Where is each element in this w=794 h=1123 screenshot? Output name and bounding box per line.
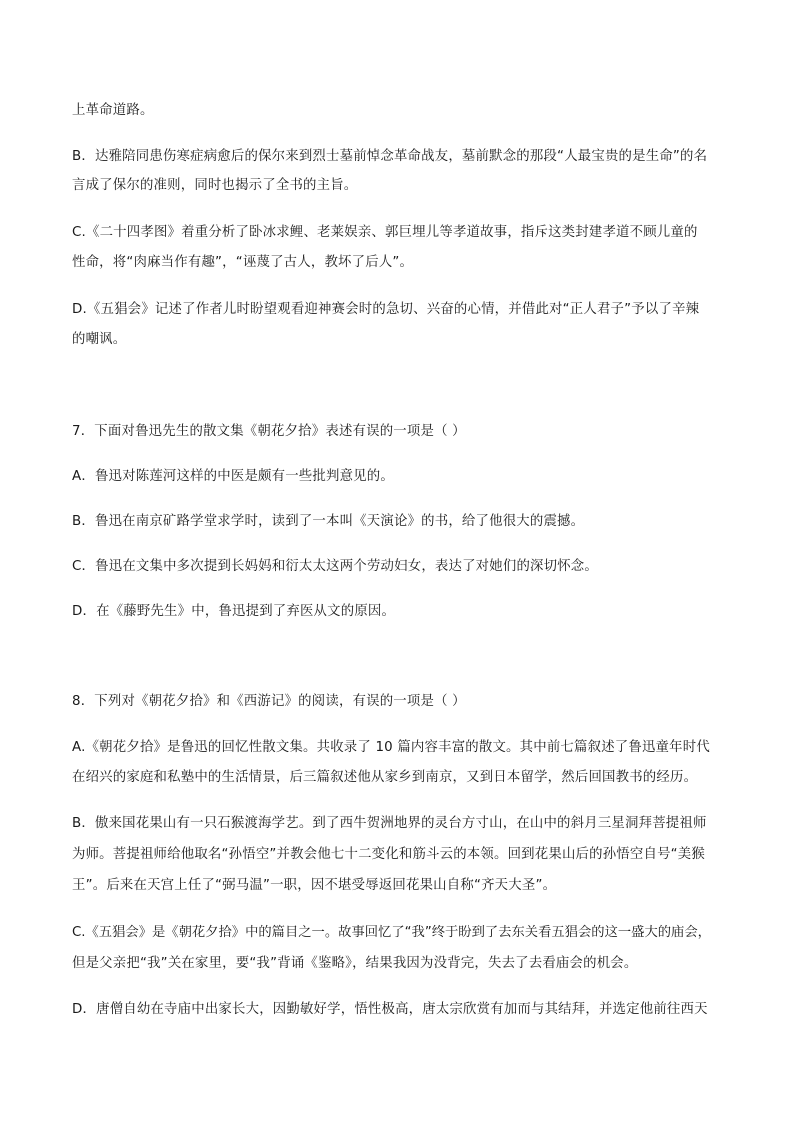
question-7-stem: 7．下面对鲁迅先生的散文集《朝花夕拾》表述有误的一项是（ ） <box>72 424 466 439</box>
q6-option-b-line-1: B．达雅陪同患伤寒症病愈后的保尔来到烈士墓前悼念革命战友，墓前默念的那段“人最宝贵的是生命”的名 <box>72 149 708 164</box>
q7-option-b: B．鲁迅在南京矿路学堂求学时，读到了一本叫《天演论》的书，给了他很大的震撼。 <box>72 514 585 529</box>
text-line-continuation: 上革命道路。 <box>72 103 154 118</box>
q6-option-c-line-2: 性命，将“肉麻当作有趣”，“诬蔑了古人，教坏了后人”。 <box>72 255 414 270</box>
question-8-stem: 8．下列对《朝花夕拾》和《西游记》的阅读，有误的一项是（ ） <box>72 694 466 709</box>
q6-option-d-line-2: 的嘲讽。 <box>72 332 127 347</box>
q8-option-d-line-1: D．唐僧自幼在寺庙中出家长大，因勤敏好学，悟性极高，唐太宗欣赏有加而与其结拜，并选定他前往西天 <box>72 1002 708 1017</box>
q6-option-b-line-2: 言成了保尔的准则，同时也揭示了全书的主旨。 <box>72 178 358 193</box>
q7-option-a: A．鲁迅对陈莲河这样的中医是颇有一些批判意见的。 <box>72 469 394 484</box>
q8-option-b-line-1: B．傲来国花果山有一只石猴渡海学艺。到了西牛贺洲地界的灵台方寸山，在山中的斜月三星洞拜菩提祖师 <box>72 816 707 831</box>
q7-option-c: C．鲁迅在文集中多次提到长妈妈和衍太太这两个劳动妇女，表达了对她们的深切怀念。 <box>72 559 598 574</box>
q8-option-c-line-2: 但是父亲把“我”关在家里，要“我”背诵《鉴略》，结果我因为没背完，失去了去看庙会的机会。 <box>72 956 638 971</box>
q8-option-a-line-2: 在绍兴的家庭和私塾中的生活情景，后三篇叙述他从家乡到南京，又到日本留学，然后回国教书的经历。 <box>72 770 698 785</box>
q8-option-a-line-1: A.《朝花夕拾》是鲁迅的回忆性散文集。共收录了 10 篇内容丰富的散文。其中前七篇叙述了鲁迅童年时代 <box>72 740 710 755</box>
q7-option-d: D．在《藤野先生》中，鲁迅提到了弃医从文的原因。 <box>72 604 396 619</box>
q8-option-b-line-2: 为师。菩提祖师给他取名“孙悟空”并教会他七十二变化和筋斗云的本领。回到花果山后的孙悟空自号“美猴 <box>72 847 705 862</box>
q8-option-b-line-3: 王”。后来在天宫上任了“弼马温”一职，因不堪受辱返回花果山自称“齐天大圣”。 <box>72 878 557 893</box>
q8-option-c-line-1: C.《五猖会》是《朝花夕拾》中的篇目之一。故事回忆了“我”终于盼到了去东关看五猖会的这一盛大的庙会， <box>72 925 711 940</box>
q6-option-d-line-1: D.《五猖会》记述了作者儿时盼望观看迎神赛会时的急切、兴奋的心情，并借此对“正人君子”予以了辛辣 <box>72 302 700 317</box>
q6-option-c-line-1: C.《二十四孝图》着重分析了卧冰求鲤、老莱娱亲、郭巨埋儿等孝道故事，指斥这类封建孝道不顾儿童的 <box>72 225 698 240</box>
